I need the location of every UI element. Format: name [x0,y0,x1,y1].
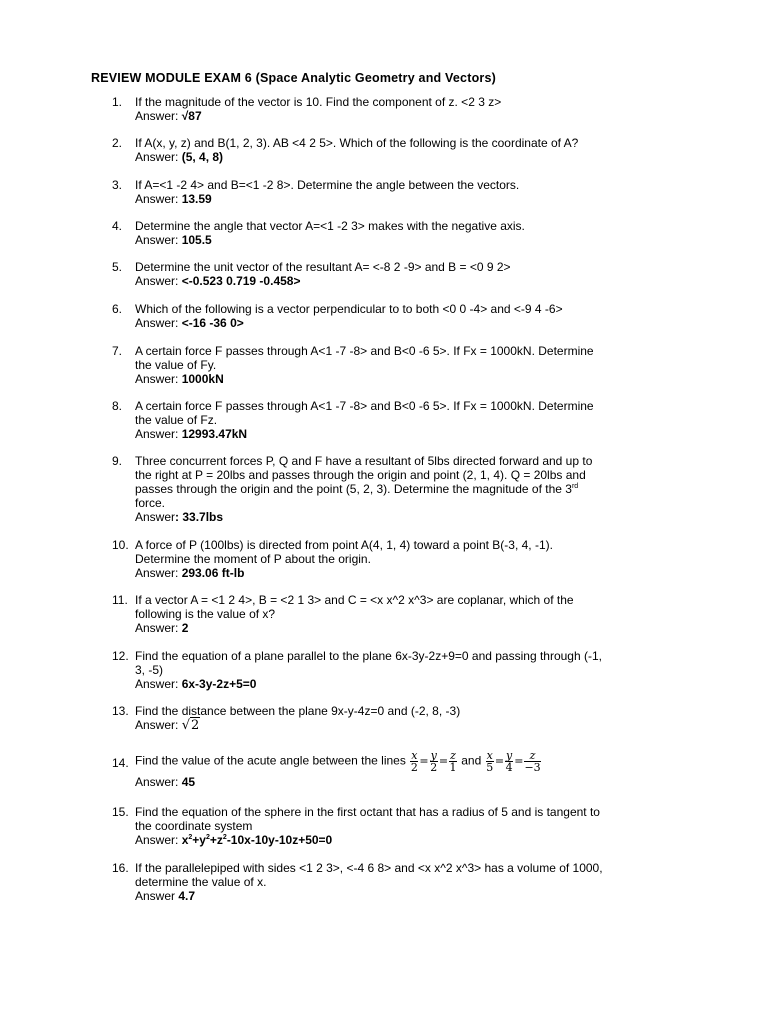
question-number: 3. [112,178,123,192]
answer-line [135,316,682,330]
document-title: REVIEW MODULE EXAM 6 (Space Analytic Geometry and Vectors) [91,71,496,85]
question-text: If A(x, y, z) and B(1, 2, 3). AB <4 2 5>. Which of the following is the coordinate of A? [135,136,579,150]
fraction: $\frac{z}{-3}$ [524,749,541,774]
question-text: Three concurrent forces P, Q and F have a resultant of 5lbs directed forward and up to [135,454,593,468]
question-8 [112,399,682,441]
answer-label: Answer: [135,109,179,123]
question-text: following is the value of x? [135,607,276,621]
sqrt-answer: √2 [181,718,200,733]
question-9 [112,454,682,524]
question-13 [112,704,682,733]
answer-label: Answer: [135,775,179,789]
answer-value: <-16 -36 0> [181,316,244,330]
question-4 [112,219,682,247]
question-text: If A=<1 -2 4> and B=<1 -2 8>. Determine the angle between the vectors. [135,178,520,192]
question-3 [112,178,682,206]
answer-label: Answer [135,510,176,524]
answer-value: 2 [181,621,189,635]
answer-label: Answer: [135,621,179,635]
answer-line [135,775,682,789]
question-text: Determine the moment of P about the origin. [135,552,371,566]
fraction: $\frac{y}{4}$ [505,749,513,774]
answer-label: Answer: [135,316,179,330]
question-text: A force of P (100lbs) is directed from point A(4, 1, 4) toward a point B(-3, 4, -1). [135,538,553,552]
question-text: A certain force F passes through A<1 -7 -8> and B<0 -6 5>. If Fx = 1000kN. Determine [135,344,594,358]
answer-value: (5, 4, 8) [181,150,224,164]
answer-value: √87 [181,109,202,123]
answer-value: 293.06 ft-lb [181,566,245,580]
question-15 [112,805,682,847]
question-1 [112,95,682,123]
question-text: passes through the origin and the point (5, 2, 3). Determine the magnitude of the 3rd [135,482,579,496]
answer-line [135,233,682,247]
answer-line [135,192,682,206]
answer-line [135,889,682,903]
answer-value: : 33.7lbs [175,510,224,524]
question-14 [112,750,682,789]
question-16 [112,861,682,903]
question-number: 6. [112,302,123,316]
question-12 [112,649,682,691]
answer-label: Answer: [135,677,179,691]
question-10 [112,538,682,580]
answer-line [135,427,682,441]
answer-line [135,833,682,847]
answer-label: Answer: [135,427,179,441]
question-number: 1. [112,95,123,109]
answer-line [135,372,682,386]
answer-line [135,718,682,733]
answer-value: 6x-3y-2z+5=0 [181,677,257,691]
question-number: 8. [112,399,123,413]
question-number: 5. [112,260,123,274]
question-number: 16. [112,861,129,875]
question-7 [112,344,682,386]
question-text: If the parallelepiped with sides <1 2 3>, <-4 6 8> and <x x^2 x^3> has a volume of 1000, [135,861,603,875]
question-text: determine the value of x. [135,875,267,889]
question-number: 10. [112,538,129,552]
question-text: force. [135,496,166,510]
fraction: $\frac{z}{1}$ [449,749,457,774]
question-text: Find the equation of a plane parallel to the plane 6x-3y-2z+9=0 and passing through (-1, [135,649,602,663]
ordinal-suffix: rd [571,483,579,490]
question-text: Find the equation of the sphere in the first octant that has a radius of 5 and is tangent to [135,805,600,819]
question-text: If the magnitude of the vector is 10. Find the component of z. <2 3 z> [135,95,502,109]
answer-label: Answer: [135,566,179,580]
question-text: Determine the angle that vector A=<1 -2 3> makes with the negative axis. [135,219,525,233]
question-5 [112,260,682,288]
question-text: the value of Fy. [135,358,217,372]
answer-line [135,150,682,164]
answer-value: 12993.47kN [181,427,248,441]
answer-line [135,566,682,580]
answer-value: $x^2+y^2+z^2-10x-10y-10z+50=0$ [181,833,333,847]
question-text: Find the value of the acute angle between the lines $\frac{x}{2}$ = $\frac{y}{2}$ = $\frac{z}{1}$ and $\frac{x}{5}$ = $\frac{y}{4}$ = $\frac{z}{-3}$ [135,749,541,774]
question-text: the right at P = 20lbs and passes through the origin and point (2, 1, 4). Q = 20lbs and [135,468,586,482]
answer-line [135,621,682,635]
answer-value: 2 [191,718,200,733]
answer-line [135,677,682,691]
question-6 [112,302,682,330]
question-number: 11. [112,593,128,607]
answer-line [135,274,682,288]
question-number: 12. [112,649,129,663]
answer-value: 13.59 [181,192,212,206]
answer-value: 1000kN [181,372,224,386]
question-text: Determine the unit vector of the resultant A= <-8 2 -9> and B = <0 9 2> [135,260,511,274]
answer-value: 105.5 [181,233,212,247]
question-number: 4. [112,219,123,233]
fraction: $\frac{x}{5}$ [486,749,494,774]
fraction: $\frac{y}{2}$ [430,749,438,774]
question-text: If a vector A = <1 2 4>, B = <2 1 3> and C = <x x^2 x^3> are coplanar, which of the [135,593,574,607]
answer-label: Answer: [135,718,179,732]
answer-line [135,109,682,123]
question-11 [112,593,682,635]
answer-line [135,510,682,524]
question-number: 14. [112,756,129,770]
answer-value: 45 [181,775,196,789]
question-text: Find the distance between the plane 9x-y-4z=0 and (-2, 8, -3) [135,704,461,718]
answer-label: Answer: [135,274,179,288]
question-text: Which of the following is a vector perpendicular to to both <0 0 -4> and <-9 4 -6> [135,302,563,316]
question-text: A certain force F passes through A<1 -7 -8> and B<0 -6 5>. If Fx = 1000kN. Determine [135,399,594,413]
answer-label: Answer: [135,233,179,247]
answer-label: Answer [135,889,176,903]
answer-label: Answer: [135,192,179,206]
question-text: the value of Fz. [135,413,218,427]
question-text: 3, -5) [135,663,164,677]
answer-label: Answer: [135,833,179,847]
question-number: 2. [112,136,123,150]
question-2 [112,136,682,164]
answer-label: Answer: [135,372,179,386]
answer-label: Answer: [135,150,179,164]
question-number: 7. [112,344,123,358]
question-number: 13. [112,704,129,718]
answer-value: 4.7 [178,889,196,903]
question-text: the coordinate system [135,819,253,833]
question-number: 15. [112,805,129,819]
fraction: $\frac{x}{2}$ [410,749,418,774]
question-number: 9. [112,454,123,468]
answer-value: <-0.523 0.719 -0.458> [181,274,301,288]
